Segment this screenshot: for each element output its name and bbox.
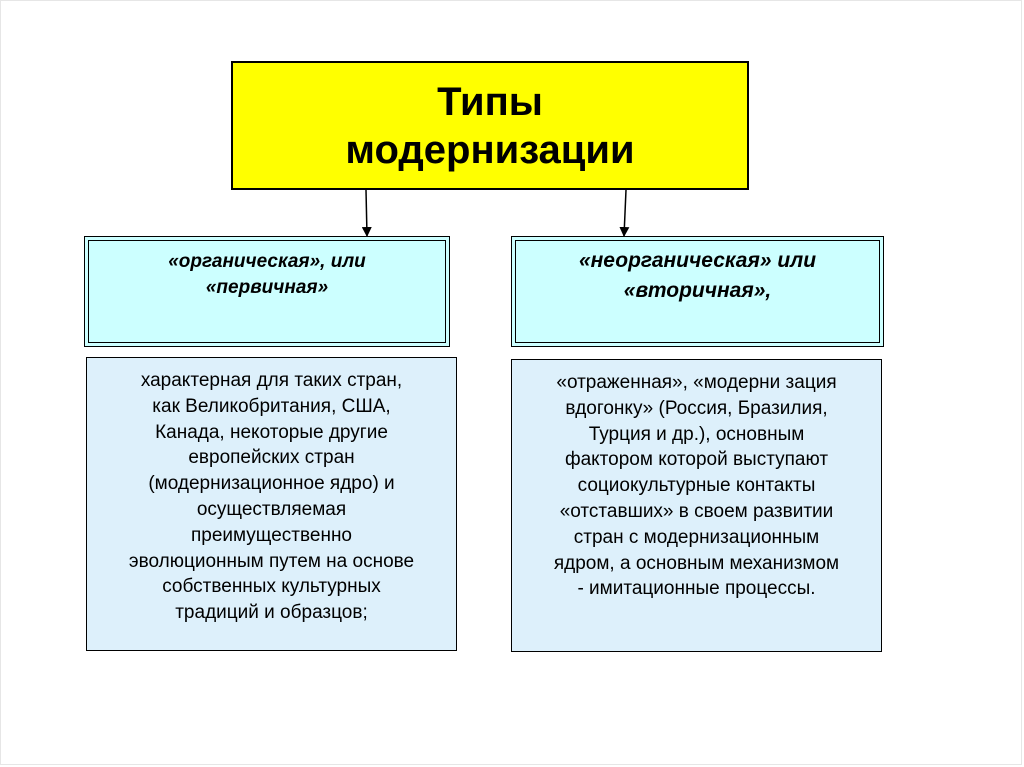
diagram-title: Типы модернизации <box>345 79 635 172</box>
inorganic-description-box <box>511 359 882 652</box>
inorganic-type-label: «неорганическая» или «вторичная», <box>578 249 817 302</box>
organic-type-label: «органическая», или «первичная» <box>168 251 366 298</box>
organic-description-box <box>86 357 457 651</box>
organic-description-text: характерная для таких стран, как Великобритания, США, Канада, некоторые другие европейских стран (модернизационное ядро) и осуществляемая преимущественно эволюционным путем на основе собственных культурных традиций и образцов; <box>128 370 415 624</box>
organic-type-header <box>84 236 450 347</box>
title-box <box>231 61 749 190</box>
inorganic-type-header <box>511 236 884 347</box>
inorganic-description-text: «отраженная», «модерни зация вдогонку» (Россия, Бразилия, Турция и др.), основным фактором которой выступают социокультурные контакты «отставших» в своем развитии стран с модернизационным ядром, а основным механизмом - имитационные процессы. <box>553 372 840 600</box>
